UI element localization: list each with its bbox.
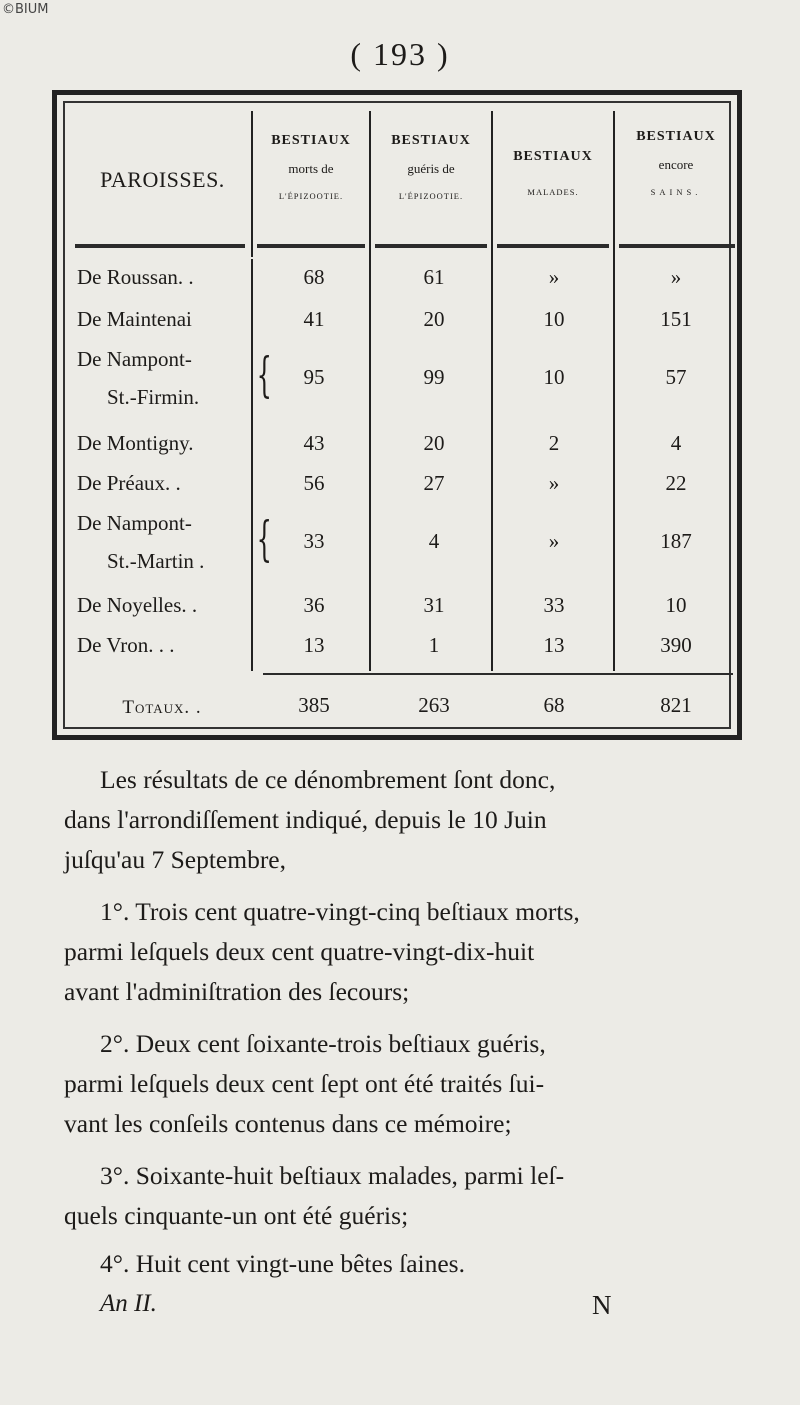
footer-signature: An II.: [100, 1290, 157, 1317]
paragraph-4: 3°. Soixante-huit beſtiaux malades, parmi leſ-: [100, 1161, 565, 1190]
header-rule-2: [257, 244, 365, 248]
col-header-malades: BESTIAUX MALADES.: [513, 149, 593, 197]
total-malades: 68: [543, 693, 565, 717]
total-sains: 821: [660, 693, 692, 717]
table-row: De Maintenai 41 20 10 151: [77, 307, 692, 331]
table-row: De Nampont- St.-Martin . { 33 4 » 187: [77, 511, 692, 573]
table-row: De Noyelles. . 36 31 33 10: [77, 593, 687, 617]
header-rule-4: [497, 244, 609, 248]
table-row: De Montigny. 43 20 2 4: [77, 431, 682, 455]
total-gueris: 263: [418, 693, 450, 717]
header-rule-3: [375, 244, 487, 248]
totals-rule: [263, 673, 733, 675]
table-row: De Roussan. . 68 61 » »: [77, 265, 682, 289]
col-header-sains: BESTIAUX encore SAINS.: [636, 129, 716, 197]
total-morts: 385: [298, 693, 330, 717]
header-paroisses: PAROISSES.: [100, 167, 225, 192]
col-header-gueris: BESTIAUX guéris de L'ÉPIZOOTIE.: [391, 133, 471, 201]
paragraph-3-cont: parmi leſquels deux cent ſept ont été traités ſui- vant les conſeils contenus dans ce mémoire;: [64, 1069, 545, 1138]
statistics-table: [52, 90, 742, 740]
brace-icon: {: [256, 347, 272, 403]
page-number: ( 193 ): [350, 36, 450, 72]
paragraph-4-cont: quels cinquante-un ont été guéris;: [64, 1201, 409, 1230]
table-body: [73, 111, 739, 717]
table-row: De Vron. . . 13 1 13 390: [77, 633, 692, 657]
totals-label: Totaux. .: [122, 697, 202, 718]
paragraph-1: Les résultats de ce dénombrement ſont donc,: [100, 765, 556, 794]
header-rule-1: [75, 244, 245, 248]
signature-mark: N: [592, 1290, 612, 1320]
paragraph-2: 1°. Trois cent quatre-vingt-cinq beſtiaux morts,: [100, 897, 580, 926]
brace-icon: {: [256, 511, 272, 567]
paragraph-1-cont: dans l'arrondiſſement indiqué, depuis le 10 Juin juſqu'au 7 Septembre,: [64, 805, 547, 874]
col-header-morts: BESTIAUX morts de L'ÉPIZOOTIE.: [271, 133, 351, 201]
header-rule-5: [619, 244, 735, 248]
table-row: De Nampont- St.-Firmin. { 95 99 10 57: [77, 347, 687, 409]
paragraph-5: 4°. Huit cent vingt-une bêtes ſaines.: [100, 1249, 465, 1278]
paragraph-2-cont: parmi leſquels deux cent quatre-vingt-dix-huit avant l'adminiſtration des ſecours;: [64, 937, 535, 1006]
watermark: ©BIUM: [2, 2, 49, 17]
table-row: De Préaux. . 56 27 » 22: [77, 471, 687, 495]
paragraph-3: 2°. Deux cent ſoixante-trois beſtiaux guéris,: [100, 1029, 546, 1058]
